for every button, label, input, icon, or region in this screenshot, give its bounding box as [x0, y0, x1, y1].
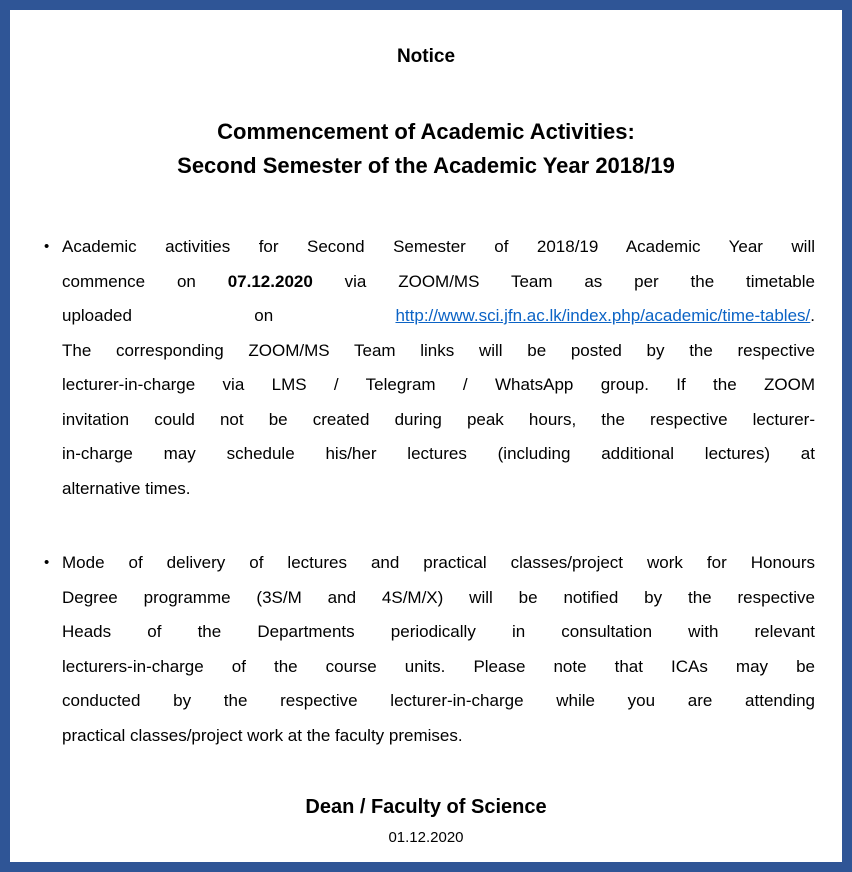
text-segment: lecturers-in-charge of the course units. Please note that ICAs may be	[62, 656, 815, 676]
text-segment: conducted by the respective lecturer-in-charge while you are attending	[62, 691, 815, 710]
bullet-icon: •	[44, 554, 50, 571]
bullet-list	[44, 230, 815, 753]
bullet-line	[62, 684, 815, 719]
notice-heading	[10, 115, 842, 183]
bullet-line	[62, 615, 815, 650]
heading-line-2: Second Semester of the Academic Year 2018/19	[177, 153, 675, 178]
text-segment: invitation could not be created during peak hours, the respective lecturer-	[62, 409, 815, 429]
notice-date: 01.12.2020	[388, 829, 464, 846]
bullet-line	[62, 334, 815, 369]
text-segment: commence on	[62, 271, 228, 291]
signature-line: Dean / Faculty of Science	[305, 796, 547, 818]
text-segment: Heads of the Departments periodically in consultation with relevant	[62, 622, 815, 641]
bullet-line	[62, 719, 815, 754]
text-segment: alternative times.	[62, 478, 191, 498]
bullet-line	[62, 546, 815, 581]
bullet-paragraph	[62, 546, 815, 753]
bullet-item	[44, 230, 815, 506]
text-segment: 07.12.2020	[227, 271, 313, 291]
bullet-line	[62, 299, 815, 334]
heading-line-1: Commencement of Academic Activities:	[217, 119, 635, 144]
bullet-line	[62, 581, 815, 616]
bullet-item	[44, 546, 815, 753]
bullet-line	[62, 265, 815, 300]
text-segment: Academic activities for Second Semester of 2018/19 Academic Year will	[62, 237, 815, 256]
bullet-paragraph	[62, 230, 815, 506]
text-segment: Degree programme (3S/M and 4S/M/X) will be notified by the respective	[62, 587, 815, 607]
text-segment: uploaded on	[62, 306, 396, 325]
text-segment: in-charge may schedule his/her lectures (including additional lectures) at	[62, 444, 815, 463]
text-segment: practical classes/project work at the faculty premises.	[62, 725, 463, 745]
bullet-line	[62, 403, 815, 438]
text-segment: lecturer-in-charge via LMS / Telegram / WhatsApp group. If the ZOOM	[62, 375, 815, 394]
text-segment: via ZOOM/MS Team as per the timetable	[312, 271, 815, 291]
bullet-icon: •	[44, 238, 50, 255]
notice-title: Notice	[396, 46, 456, 67]
timetable-link[interactable]: http://www.sci.jfn.ac.lk/index.php/academic/time-tables/	[395, 306, 811, 325]
text-segment: .	[810, 306, 815, 325]
text-segment: Mode of delivery of lectures and practical classes/project work for Honours	[62, 553, 815, 572]
bullet-line	[62, 437, 815, 472]
bullet-line	[62, 472, 815, 507]
text-segment: The corresponding ZOOM/MS Team links will be posted by the respective	[62, 340, 815, 360]
bullet-line	[62, 368, 815, 403]
bullet-line	[62, 650, 815, 685]
bullet-line	[62, 230, 815, 265]
